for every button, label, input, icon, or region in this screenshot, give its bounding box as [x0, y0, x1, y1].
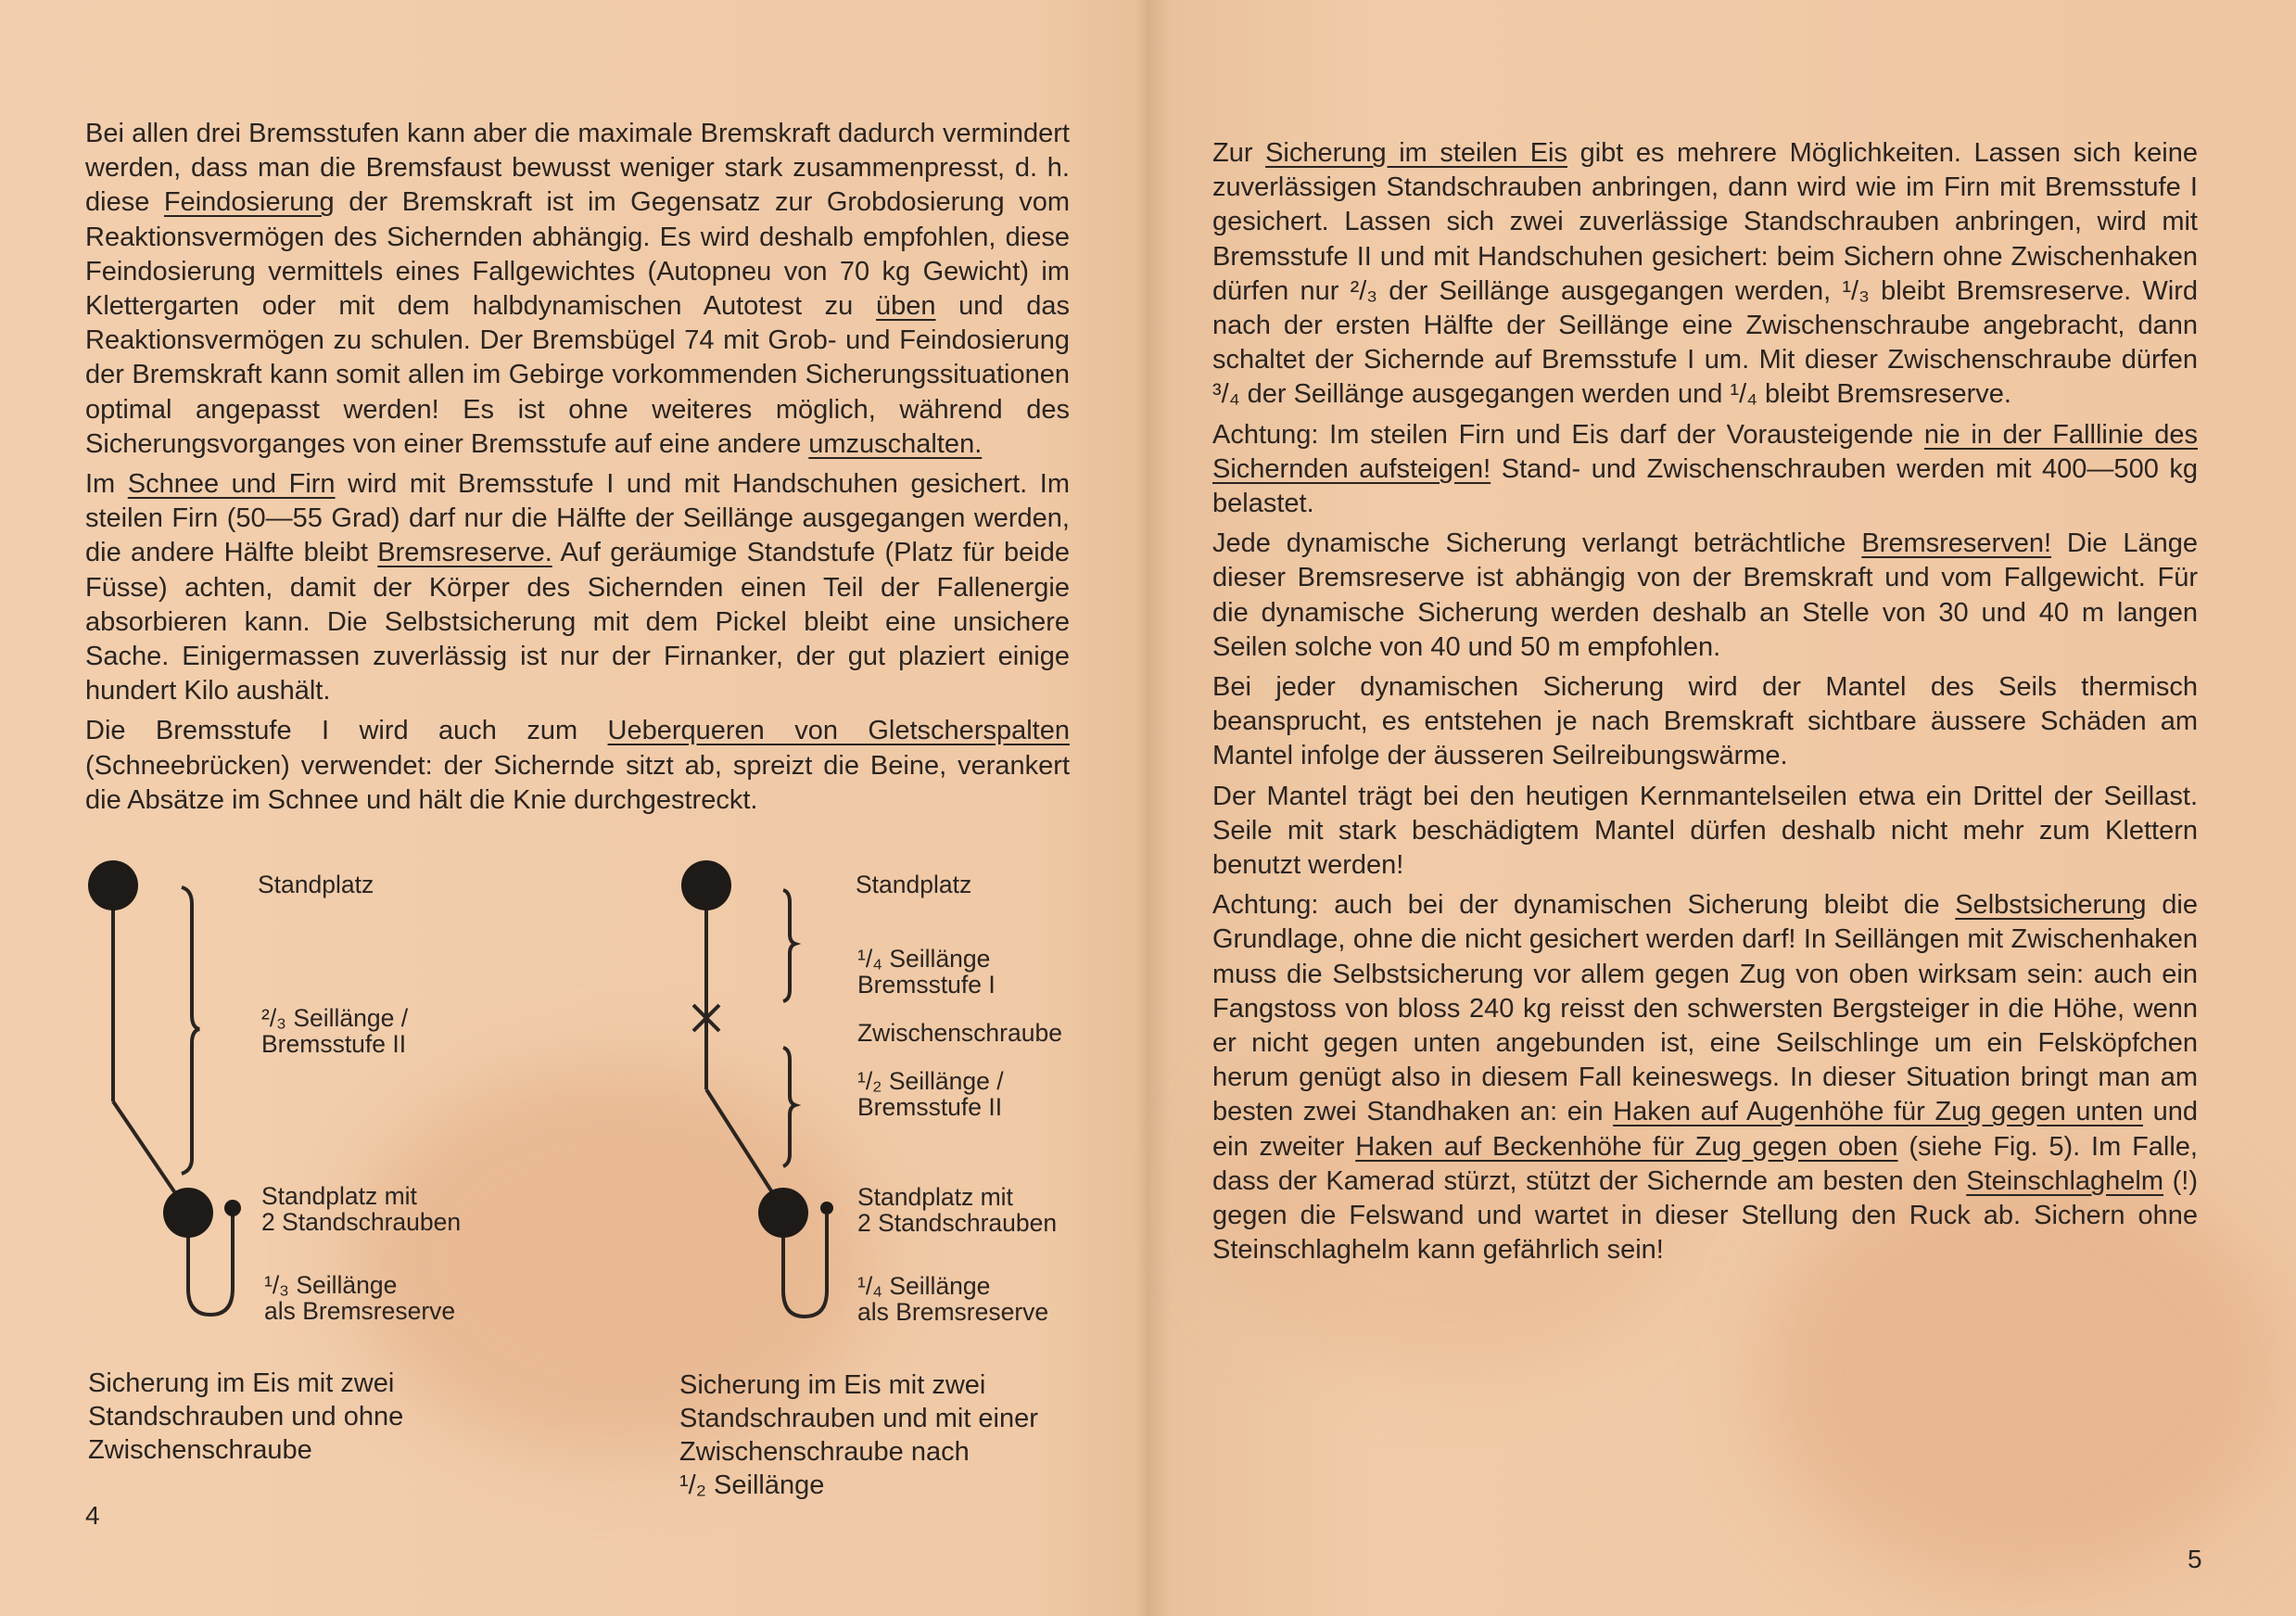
left-page [0, 0, 1138, 1616]
text-run: Jede dynamische Sicherung verlangt beträchtliche [1212, 528, 1862, 559]
fig2-label-zwischen: Zwischenschraube [857, 1019, 1062, 1047]
text-run: Die Länge dieser Bremsreserve ist abhängig von der Bremskraft und vom Fallgewicht. Für die dynamische Sicherung werden deshalb an Stelle von 30 und 40 m langen Seilen solche von 40 und 50 m empfohlen. [1212, 528, 2198, 662]
underlined-term: Schnee und Firn [127, 469, 336, 500]
page-number-right: 5 [2188, 1545, 2202, 1573]
fig2-brace-upper [783, 890, 795, 1001]
underlined-term: Steinschlaghelm [1966, 1165, 2164, 1196]
fig2-standplatz-dot [681, 860, 731, 910]
right-page [1145, 0, 2296, 1616]
fig1-label-standplatz: Standplatz [258, 871, 374, 898]
fig1-label-length: ²/₃ Seillänge / Bremsstufe II [261, 1004, 409, 1058]
fig2-label-half: ¹/₂ Seillänge / Bremsstufe II [857, 1067, 1004, 1121]
underlined-term: umzuschalten. [808, 428, 983, 459]
text-run: Der Mantel trägt bei den heutigen Kernmantelseilen etwa ein Drittel der Seillast. Seile mit stark beschädigtem Mantel dürfen deshalb nicht mehr zum Klettern benutzt werden! [1212, 781, 2198, 881]
text-run: Auf geräumige Standstufe (Platz für beide Füsse) achten, damit der Körper des Sichernden einen Teil der Fallenergie absorbieren kann. Die Selbstsicherung mit dem Pickel bleibt eine unsichere Sache. Einigermassen zuverlässig ist nur der Firnanker, der gut plaziert einige hundert Kilo aushält. [85, 538, 1070, 706]
underlined-term: Bremsreserven! [1861, 528, 2052, 559]
fig2-standplatz2-dot [758, 1188, 808, 1238]
right-body-text [1212, 136, 2198, 1274]
underlined-term: Haken auf Augenhöhe für Zug gegen unten [1613, 1097, 2143, 1127]
page-number-left: 4 [85, 1501, 100, 1530]
fig2-label-standplatz2: Standplatz mit 2 Standschrauben [857, 1183, 1058, 1237]
right-paragraph [1212, 888, 2198, 1267]
text-run: (Schneebrücken) verwendet: der Sichernde sitzt ab, spreizt die Beine, verankert die Absätze im Schnee und hält die Knie durchgestreckt. [85, 750, 1070, 815]
text-run: (!) gegen die Felswand und wartet in dieser Stellung den Ruck ab. Sichern ohne Steinschlaghelm kann gefährlich sein! [1212, 1165, 2198, 1266]
underlined-term: Sicherung im steilen Eis [1265, 138, 1568, 168]
text-run: (siehe Fig. 5). Im Falle, dass der Kamerad stürzt, stützt der Sichernde am besten den [1212, 1131, 2198, 1196]
text-run: Achtung: auch bei der dynamischen Sicherung bleibt die [1212, 890, 1956, 921]
right-paragraph [1212, 670, 2198, 774]
underlined-term: Ueberqueren von Gletscherspalten [607, 716, 1070, 746]
right-paragraph [1212, 418, 2198, 522]
text-run: die Grundlage, ohne die nicht gesichert werden darf! In Seillängen mit Zwischenhaken muss die Selbstsicherung vor allem gegen Zug von oben wirksam sein: auch ein Fangstoss von bloss 240 kg reisst den schwersten Bergsteiger in die Höhe, wenn er nicht gegen unten angebunden ist, eine Seilschlinge um ein Felsköpfchen herum genügt also in diesem Fall keineswegs. In dieser Situation bringt man am besten zwei Standhaken an: ein [1212, 890, 2198, 1127]
fig2-screw-dot [820, 1202, 833, 1215]
fig1-label-reserve: ¹/₃ Seillänge als Bremsreserve [264, 1271, 456, 1325]
text-run: gibt es mehrere Möglichkeiten. Lassen sich keine zuverlässigen Standschrauben anbringen, dann wird wie im Firn mit Bremsstufe I gesichert. Lassen sich zwei zuverlässige Standschrauben anbringen, wird mit Bremsstufe II und mit Handschuhen gesichert: beim Sichern ohne Zwischenhaken dürfen nur ²/₃ der Seillänge ausgegangen werden, ¹/₃ bleibt Bremsreserve. Wird nach der ersten Hälfte der Seillänge eine Zwischenschraube angebracht, dann schaltet der Sichernde auf Bremsstufe I um. Mit dieser Zwischenschraube dürfen ³/₄ der Seillänge ausgegangen werden und ¹/₄ bleibt Bremsreserve. [1212, 138, 2199, 410]
text-run: der Bremskraft ist im Gegensatz zur Grobdosierung vom Reaktionsvermögen des Sichernden abhängig. Es wird deshalb empfohlen, diese Feindosierung vermittels eines Fallgewichtes (Autopneu von 70 kg Gewicht) im Klettergarten oder mit dem halbdynamischen Autotest zu [85, 187, 1070, 322]
text-run: wird mit Bremsstufe I und mit Handschuhen gesichert. Im steilen Firn (50—55 Grad) darf nur die Hälfte der Seillänge ausgegangen werden, die andere Hälfte bleibt [85, 469, 1070, 568]
underlined-term: Haken auf Beckenhöhe für Zug gegen oben [1355, 1131, 1898, 1162]
underlined-term: üben [875, 291, 936, 322]
text-run: Im [85, 469, 128, 500]
fig1-label-standplatz2: Standplatz mit 2 Standschrauben [261, 1182, 462, 1236]
fig2-label-quarter: ¹/₄ Seillänge Bremsstufe I [857, 945, 996, 999]
text-run: und ein zweiter [1212, 1097, 2198, 1162]
underlined-term: Feindosierung [163, 187, 335, 218]
fig2-label-standplatz: Standplatz [856, 871, 972, 898]
text-run: Bei allen drei Bremsstufen kann aber die maximale Bremskraft dadurch vermindert werden, dass man die Bremsfaust bewusst weniger stark zusammenpresst, d. h. diese [85, 119, 1070, 218]
fig2-rope-diagonal [706, 1089, 780, 1205]
text-run: Stand- und Zwischenschrauben werden mit 400—500 kg belastet. [1212, 453, 2199, 519]
right-paragraph [1212, 527, 2198, 665]
fig2-caption: Sicherung im Eis mit zwei Standschrauben und mit einer Zwischenschraube nach ¹/₂ Seillänge [679, 1370, 1038, 1500]
fig2-brace-lower [783, 1048, 795, 1166]
text-run: und das Reaktionsvermögen zu schulen. Der Bremsbügel 74 mit Grob- und Feindosierung der Bremskraft kann somit allen im Gebirge vorkommenden Sicherungssituationen optimal angepasst werden! Es ist ohne weiteres möglich, während des Sicherungsvorganges von einer Bremsstufe auf eine andere [85, 291, 1070, 459]
underlined-term: nie in der Falllinie des Sichernden aufsteigen! [1212, 419, 2198, 484]
underlined-term: Bremsreserve. [377, 538, 552, 568]
text-run: Zur [1212, 138, 1266, 168]
right-paragraph [1212, 136, 2198, 413]
text-run: Die Bremsstufe I wird auch zum [85, 716, 608, 746]
right-paragraph [1212, 780, 2198, 884]
fig1-caption: Sicherung im Eis mit zwei Standschrauben und ohne Zwischenschraube [88, 1368, 404, 1465]
fig2-label-reserve: ¹/₄ Seillänge als Bremsreserve [857, 1272, 1049, 1326]
underlined-term: Selbstsicherung [1955, 890, 2147, 921]
text-run: Achtung: Im steilen Firn und Eis darf der Vorausteigende [1212, 419, 1924, 450]
text-run: Bei jeder dynamischen Sicherung wird der Mantel des Seils thermisch beansprucht, es entstehen je nach Bremskraft sichtbare äussere Schäden am Mantel infolge der äusseren Seilreibungswärme. [1212, 672, 2198, 771]
